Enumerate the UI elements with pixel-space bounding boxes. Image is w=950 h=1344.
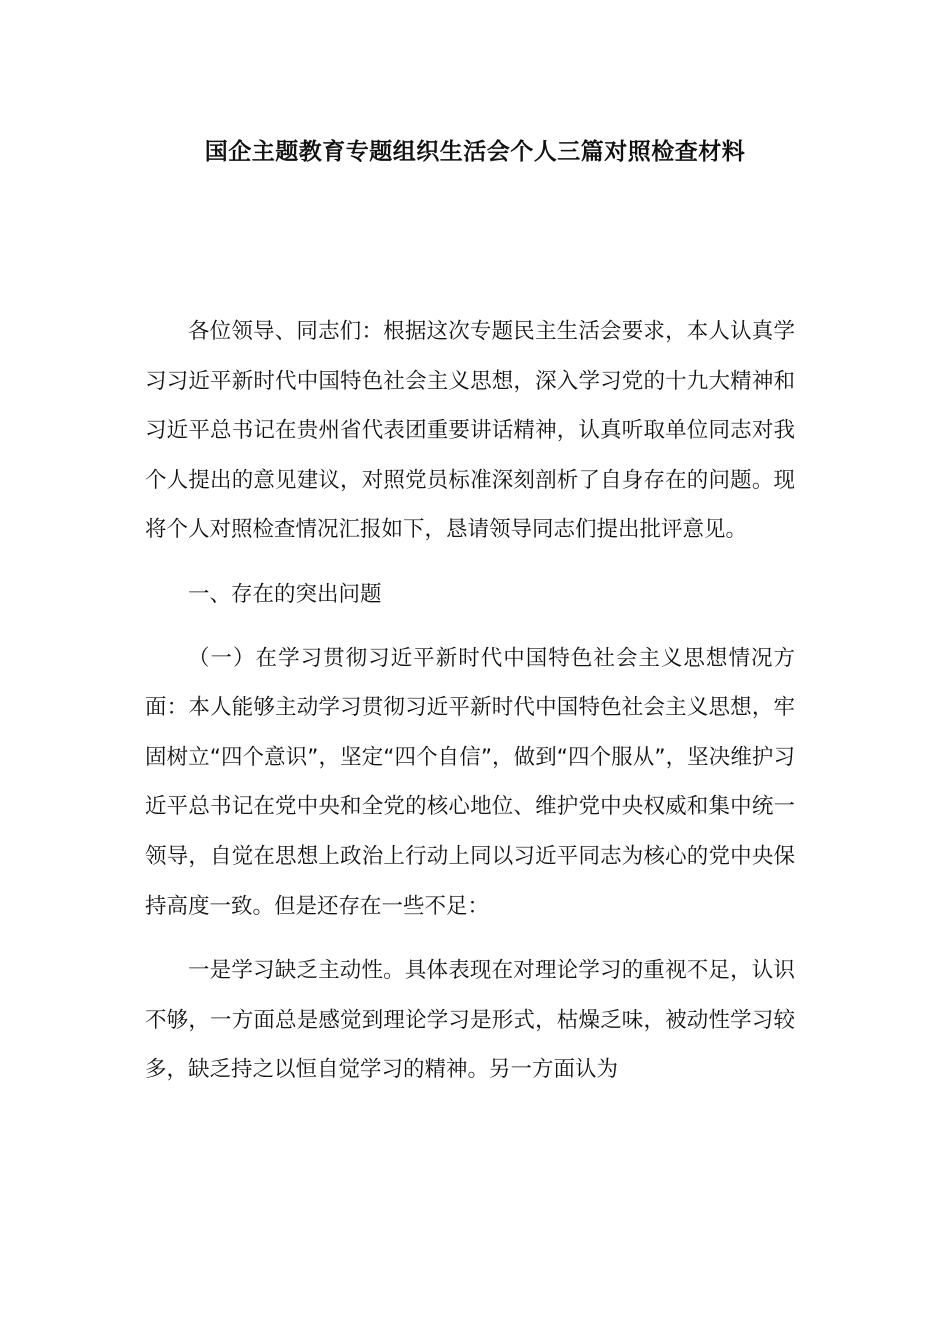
intro-paragraph: 各位领导、同志们：根据这次专题民主生活会要求，本人认真学习习近平新时代中国特色社会主义思想，深入学习党的十九大精神和习近平总书记在贵州省代表团重要讲话精神，认真听取单位同志对我个人提出的意见建议，对照党员标准深刻剖析了自身存在的问题。现将个人对照检查情况汇报如下，恳请领导同志们提出批评意见。 bbox=[145, 319, 795, 543]
document-title: 国企主题教育专题组织生活会个人三篇对照检查材料 bbox=[204, 139, 746, 165]
point-paragraph-one: 一是学习缺乏主动性。具体表现在对理论学习的重视不足，认识不够，一方面总是感觉到理论学习是形式，枯燥乏味，被动性学习较多，缺乏持之以恒自觉学习的精神。另一方面认为 bbox=[145, 958, 795, 1083]
section-heading-one: 一、存在的突出问题 bbox=[188, 581, 382, 607]
subsection-paragraph-one: （一）在学习贯彻习近平新时代中国特色社会主义思想情况方面：本人能够主动学习贯彻习近平新时代中国特色社会主义思想，牢固树立“四个意识”，坚定“四个自信”，做到“四个服从”，坚决维护习近平总书记在党中央和全党的核心地位、维护党中央权威和集中统一领导，自觉在思想上政治上行动上同以习近平同志为核心的党中央保持高度一致。但是还存在一些不足： bbox=[145, 645, 795, 919]
document-body bbox=[145, 307, 795, 1095]
